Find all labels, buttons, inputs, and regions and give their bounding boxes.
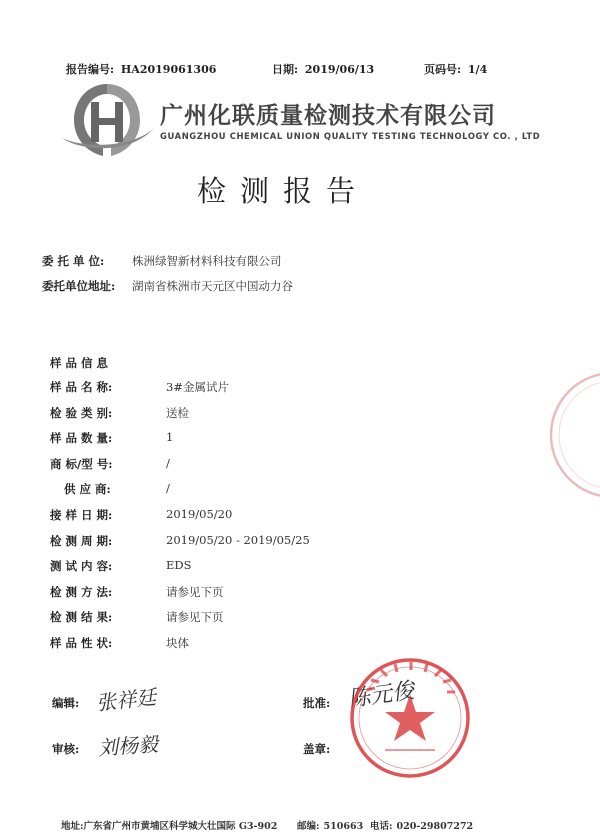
- sample-row-value: 送检: [166, 406, 189, 420]
- report-date-label: 日期:: [272, 63, 299, 76]
- sample-row-label: 检 测 结 果:: [50, 610, 113, 624]
- sample-row-value: 2019/05/20 - 2019/05/25: [166, 533, 310, 547]
- footer-phone-label: 电话:: [370, 821, 393, 832]
- report-title: 检测报告: [197, 174, 370, 208]
- reviewer-signature: 刘杨毅: [97, 731, 159, 761]
- sample-row-value: 2019/05/20: [166, 507, 233, 521]
- sample-row-label: 检 测 方 法:: [50, 585, 113, 599]
- sample-row-value: /: [166, 456, 170, 470]
- company-logo-icon: [58, 80, 156, 160]
- footer-address-label: 地址:: [61, 821, 84, 832]
- sample-row-label: 检 测 周 期:: [50, 534, 113, 548]
- footer-phone: [370, 818, 473, 832]
- footer-postcode-label: 邮编:: [297, 821, 320, 832]
- report-number-label: 报告编号:: [66, 63, 115, 76]
- sample-row-value: 1: [166, 430, 174, 444]
- seal-label: 盖章:: [303, 742, 331, 756]
- footer-postcode-value: 510663: [323, 821, 364, 832]
- page-number-value: 1/4: [467, 63, 488, 76]
- page-number: [424, 61, 487, 77]
- sample-row-value: /: [166, 481, 170, 495]
- sample-row-label: 供 应 商:: [64, 482, 111, 496]
- sample-row-label: 样 品 性 状:: [50, 636, 113, 650]
- client-name-value: 株洲绿智新材料科技有限公司: [132, 254, 282, 268]
- client-name-label: 委 托 单 位:: [42, 254, 105, 268]
- sample-row-value: EDS: [166, 558, 192, 572]
- footer-address-value: 广东省广州市黄埔区科学城大壮国际 G3-902: [83, 821, 278, 832]
- sample-row-value: 块体: [166, 636, 189, 650]
- company-seal-icon: [345, 650, 475, 785]
- partial-seal-icon: [545, 370, 600, 500]
- sample-row-value: 请参见下页: [166, 610, 224, 624]
- page-number-label: 页码号:: [424, 63, 462, 76]
- approver-label: 批准:: [303, 696, 331, 710]
- sample-row-label: 检 验 类 别:: [50, 406, 113, 420]
- report-number: [66, 61, 216, 77]
- report-date-value: 2019/06/13: [304, 63, 375, 76]
- sample-section-title: 样 品 信 息: [50, 356, 109, 370]
- editor-label: 编辑:: [52, 696, 80, 710]
- sample-row-label: 测 试 内 容:: [50, 559, 113, 573]
- company-name-cn: 广州化联质量检测技术有限公司: [160, 103, 496, 129]
- sample-row-label: 商 标/型 号:: [50, 457, 113, 471]
- report-date: [272, 61, 374, 77]
- approver-signature: 陈元俊: [346, 678, 416, 713]
- report-number-value: HA2019061306: [120, 63, 217, 76]
- sample-row-label: 样 品 名 称:: [50, 380, 113, 394]
- company-name-en: GUANGZHOU CHEMICAL UNION QUALITY TESTING TECHNOLOGY CO. , LTD: [160, 131, 541, 141]
- editor-signature: 张祥廷: [95, 684, 158, 716]
- reviewer-label: 审核:: [52, 742, 80, 756]
- footer-phone-value: 020-29807272: [396, 821, 474, 832]
- footer-address: [61, 818, 277, 832]
- sample-row-value: 请参见下页: [166, 585, 224, 599]
- sample-row-value: 3#金属试片: [166, 380, 229, 394]
- sample-row-label: 样 品 数 量:: [50, 431, 113, 445]
- client-address-value: 湖南省株洲市天元区中国动力谷: [132, 279, 293, 293]
- footer-postcode: [297, 818, 363, 832]
- sample-row-label: 接 样 日 期:: [50, 508, 113, 522]
- client-address-label: 委托单位地址:: [42, 279, 116, 293]
